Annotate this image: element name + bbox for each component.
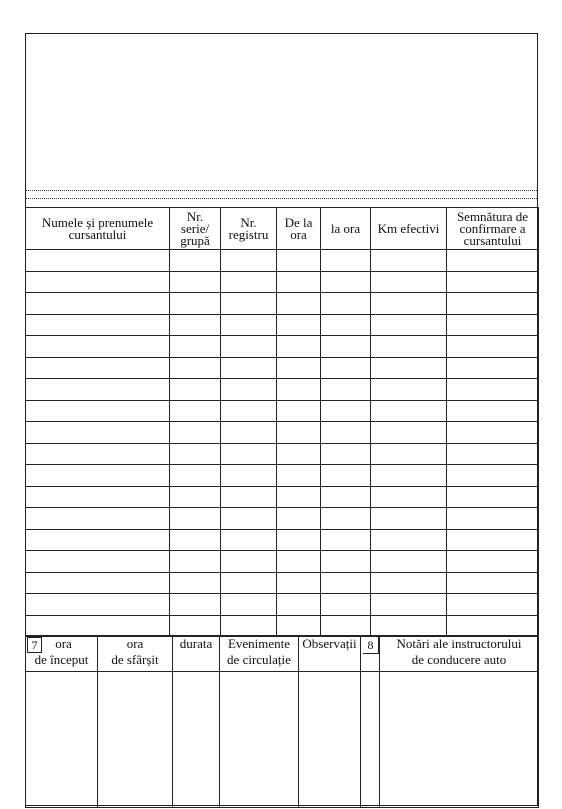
km-cell[interactable] (371, 572, 447, 594)
from-hour-cell[interactable] (277, 336, 321, 358)
to-hour-cell[interactable] (321, 551, 371, 573)
series-group-cell[interactable] (170, 443, 221, 465)
from-hour-cell[interactable] (277, 400, 321, 422)
to-hour-cell[interactable] (321, 594, 371, 616)
trainee-name-cell[interactable] (26, 615, 170, 637)
table-row (26, 250, 539, 272)
from-hour-cell[interactable] (277, 379, 321, 401)
km-cell[interactable] (371, 336, 447, 358)
to-hour-cell[interactable] (321, 572, 371, 594)
from-hour-cell[interactable] (277, 293, 321, 315)
to-hour-cell[interactable] (321, 293, 371, 315)
from-hour-cell[interactable] (277, 357, 321, 379)
signature-cell[interactable] (447, 443, 539, 465)
registry-cell[interactable] (221, 422, 277, 444)
dotted-separator-top (26, 190, 537, 191)
signature-cell[interactable] (447, 271, 539, 293)
registry-cell[interactable] (221, 379, 277, 401)
to-hour-cell[interactable] (321, 379, 371, 401)
trainee-name-cell[interactable] (26, 250, 170, 272)
trainee-name-cell[interactable] (26, 465, 170, 487)
signature-cell[interactable] (447, 615, 539, 637)
form-frame (25, 33, 538, 806)
trainee-name-cell[interactable] (26, 551, 170, 573)
series-group-cell[interactable] (170, 594, 221, 616)
from-hour-cell[interactable] (277, 314, 321, 336)
header-section-8 (361, 636, 380, 672)
trainee-name-cell[interactable] (26, 293, 170, 315)
to-hour-cell[interactable] (321, 271, 371, 293)
registry-cell[interactable] (221, 486, 277, 508)
series-group-cell[interactable] (170, 357, 221, 379)
km-cell[interactable] (371, 443, 447, 465)
km-cell[interactable] (371, 357, 447, 379)
series-group-cell[interactable] (170, 293, 221, 315)
registry-cell[interactable] (221, 336, 277, 358)
signature-cell[interactable] (447, 422, 539, 444)
signature-cell[interactable] (447, 551, 539, 573)
trainee-name-cell[interactable] (26, 336, 170, 358)
from-hour-cell[interactable] (277, 250, 321, 272)
registry-cell[interactable] (221, 615, 277, 637)
signature-cell[interactable] (447, 529, 539, 551)
series-group-cell[interactable] (170, 529, 221, 551)
signature-cell[interactable] (447, 336, 539, 358)
signature-cell[interactable] (447, 379, 539, 401)
header-end-hour: ora de sfârșit (98, 636, 173, 672)
header-duration: durata (173, 636, 220, 672)
series-group-cell[interactable] (170, 314, 221, 336)
km-cell[interactable] (371, 422, 447, 444)
duration-cell[interactable] (173, 672, 220, 808)
signature-cell[interactable] (447, 293, 539, 315)
start-hour-cell[interactable] (26, 672, 98, 808)
to-hour-cell[interactable] (321, 400, 371, 422)
header-from-hour: De la ora (277, 208, 321, 250)
trainee-name-cell[interactable] (26, 271, 170, 293)
table-row (26, 400, 539, 422)
driving-session-table (25, 635, 539, 808)
trainee-log-table (25, 207, 539, 637)
signature-cell[interactable] (447, 400, 539, 422)
header-instructor-notes: Notări ale instructorului de conducere auto (380, 636, 539, 672)
registry-cell[interactable] (221, 400, 277, 422)
table-row (26, 422, 539, 444)
km-cell[interactable] (371, 271, 447, 293)
table-row (26, 465, 539, 487)
session-entry-row (26, 672, 539, 808)
table-row (26, 508, 539, 530)
series-group-cell[interactable] (170, 508, 221, 530)
trainee-name-cell[interactable] (26, 508, 170, 530)
km-cell[interactable] (371, 465, 447, 487)
from-hour-cell[interactable] (277, 572, 321, 594)
registry-cell[interactable] (221, 271, 277, 293)
km-cell[interactable] (371, 529, 447, 551)
km-cell[interactable] (371, 551, 447, 573)
signature-cell[interactable] (447, 508, 539, 530)
header-trainee-signature: Semnătura de confirmare a cursantului (447, 208, 539, 250)
signature-cell[interactable] (447, 465, 539, 487)
section-8-cell[interactable] (361, 672, 380, 808)
to-hour-cell[interactable] (321, 443, 371, 465)
section-number-8: 8 (363, 637, 379, 654)
km-cell[interactable] (371, 594, 447, 616)
session-header-row (26, 636, 539, 672)
registry-cell[interactable] (221, 357, 277, 379)
series-group-cell[interactable] (170, 336, 221, 358)
km-cell[interactable] (371, 615, 447, 637)
registry-cell[interactable] (221, 250, 277, 272)
km-cell[interactable] (371, 400, 447, 422)
trainee-name-cell[interactable] (26, 443, 170, 465)
table-row (26, 443, 539, 465)
header-traffic-events: Evenimente de circulație (220, 636, 299, 672)
trainee-rows (26, 250, 539, 637)
blank-header-area (26, 34, 537, 189)
trainee-name-cell[interactable] (26, 379, 170, 401)
table-row (26, 572, 539, 594)
section-number-7: 7 (27, 637, 42, 653)
table-row (26, 615, 539, 637)
from-hour-cell[interactable] (277, 422, 321, 444)
to-hour-cell[interactable] (321, 357, 371, 379)
header-registry-number: Nr. registru (221, 208, 277, 250)
trainee-name-cell[interactable] (26, 594, 170, 616)
header-observations: Observații (299, 636, 361, 672)
from-hour-cell[interactable] (277, 508, 321, 530)
km-cell[interactable] (371, 508, 447, 530)
from-hour-cell[interactable] (277, 615, 321, 637)
from-hour-cell[interactable] (277, 443, 321, 465)
series-group-cell[interactable] (170, 615, 221, 637)
registry-cell[interactable] (221, 529, 277, 551)
from-hour-cell[interactable] (277, 271, 321, 293)
signature-cell[interactable] (447, 594, 539, 616)
trainee-name-cell[interactable] (26, 422, 170, 444)
series-group-cell[interactable] (170, 271, 221, 293)
table-row (26, 357, 539, 379)
registry-cell[interactable] (221, 314, 277, 336)
signature-cell[interactable] (447, 314, 539, 336)
header-to-hour: la ora (321, 208, 371, 250)
signature-cell[interactable] (447, 486, 539, 508)
km-cell[interactable] (371, 293, 447, 315)
header-trainee-name: Numele și prenumele cursantului (26, 208, 170, 250)
table-row (26, 293, 539, 315)
header-km-effective: Km efectivi (371, 208, 447, 250)
registry-cell[interactable] (221, 508, 277, 530)
table-row (26, 486, 539, 508)
registry-cell[interactable] (221, 551, 277, 573)
registry-cell[interactable] (221, 572, 277, 594)
signature-cell[interactable] (447, 250, 539, 272)
to-hour-cell[interactable] (321, 465, 371, 487)
to-hour-cell[interactable] (321, 615, 371, 637)
signature-cell[interactable] (447, 572, 539, 594)
trainee-name-cell[interactable] (26, 486, 170, 508)
table-row (26, 336, 539, 358)
trainee-name-cell[interactable] (26, 529, 170, 551)
trainee-name-cell[interactable] (26, 314, 170, 336)
table-row (26, 314, 539, 336)
signature-cell[interactable] (447, 357, 539, 379)
km-cell[interactable] (371, 486, 447, 508)
table-row (26, 271, 539, 293)
series-group-cell[interactable] (170, 572, 221, 594)
from-hour-cell[interactable] (277, 529, 321, 551)
to-hour-cell[interactable] (321, 486, 371, 508)
table-row (26, 379, 539, 401)
from-hour-cell[interactable] (277, 486, 321, 508)
trainee-name-cell[interactable] (26, 572, 170, 594)
trainee-name-cell[interactable] (26, 400, 170, 422)
series-group-cell[interactable] (170, 551, 221, 573)
to-hour-cell[interactable] (321, 314, 371, 336)
registry-cell[interactable] (221, 293, 277, 315)
end-hour-cell[interactable] (98, 672, 173, 808)
table-row (26, 529, 539, 551)
instructor-notes-cell[interactable] (380, 672, 539, 808)
registry-cell[interactable] (221, 443, 277, 465)
series-group-cell[interactable] (170, 379, 221, 401)
traffic-events-cell[interactable] (220, 672, 299, 808)
header-start-hour: 7 ora de început (26, 636, 98, 672)
km-cell[interactable] (371, 314, 447, 336)
registry-cell[interactable] (221, 594, 277, 616)
km-cell[interactable] (371, 250, 447, 272)
series-group-cell[interactable] (170, 422, 221, 444)
series-group-cell[interactable] (170, 250, 221, 272)
to-hour-cell[interactable] (321, 336, 371, 358)
to-hour-cell[interactable] (321, 422, 371, 444)
to-hour-cell[interactable] (321, 508, 371, 530)
series-group-cell[interactable] (170, 400, 221, 422)
series-group-cell[interactable] (170, 465, 221, 487)
header-row (26, 208, 539, 250)
trainee-name-cell[interactable] (26, 357, 170, 379)
registry-cell[interactable] (221, 465, 277, 487)
from-hour-cell[interactable] (277, 594, 321, 616)
dotted-separator-bottom (26, 198, 537, 199)
from-hour-cell[interactable] (277, 551, 321, 573)
series-group-cell[interactable] (170, 486, 221, 508)
table-row (26, 551, 539, 573)
km-cell[interactable] (371, 379, 447, 401)
table-row (26, 594, 539, 616)
to-hour-cell[interactable] (321, 250, 371, 272)
from-hour-cell[interactable] (277, 465, 321, 487)
header-series-group: Nr. serie/ grupă (170, 208, 221, 250)
to-hour-cell[interactable] (321, 529, 371, 551)
observations-cell[interactable] (299, 672, 361, 808)
